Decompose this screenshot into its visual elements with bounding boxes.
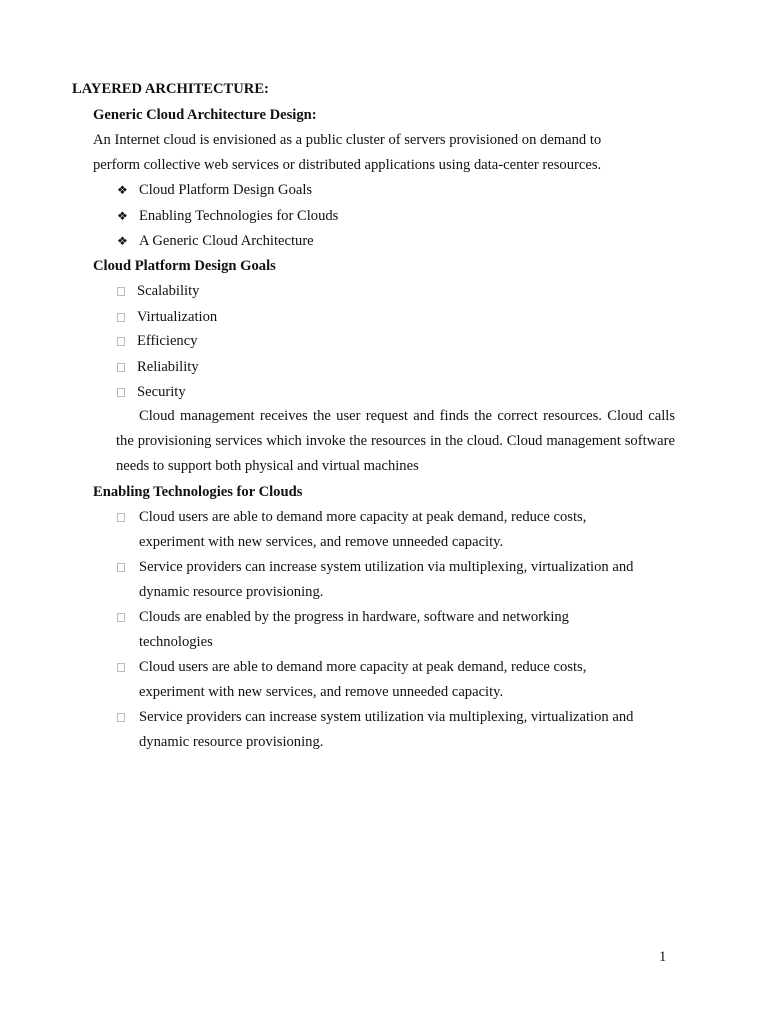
list-item-label: Cloud users are able to demand more capacity at peak demand, reduce costs, experiment with new services, and remove unneeded capacity. [139, 659, 587, 700]
square-bullet-icon [117, 287, 125, 296]
list-item-label: Cloud users are able to demand more capacity at peak demand, reduce costs, experiment with new services, and remove unneeded capacity. [139, 509, 587, 550]
list-item-label: Service providers can increase system utilization via multiplexing, virtualization and dynamic resource provisioning. [139, 709, 634, 750]
square-bullet-icon [117, 663, 125, 672]
diamond-bullet-icon: ❖ [117, 209, 128, 223]
list-item [117, 383, 186, 401]
section-enabling-title: Enabling Technologies for Clouds [93, 484, 303, 500]
list-item [117, 207, 338, 225]
list-item-label: Virtualization [137, 309, 218, 325]
square-bullet-icon [117, 613, 125, 622]
list-item [117, 505, 677, 555]
list-item-label: Cloud Platform Design Goals [139, 182, 313, 198]
diamond-bullet-icon: ❖ [117, 183, 128, 197]
management-paragraph [116, 404, 675, 479]
list-item [117, 181, 312, 199]
list-item [117, 655, 677, 705]
square-bullet-icon [117, 513, 125, 522]
square-bullet-icon [117, 313, 125, 322]
list-item [117, 358, 199, 376]
list-item-label: Service providers can increase system utilization via multiplexing, virtualization and dynamic resource provisioning. [139, 559, 634, 600]
section-design-goals-title: Cloud Platform Design Goals [93, 258, 276, 274]
list-item [117, 605, 677, 655]
diamond-bullet-icon: ❖ [117, 234, 128, 248]
square-bullet-icon [117, 337, 125, 346]
list-item [117, 555, 677, 605]
square-bullet-icon [117, 713, 125, 722]
square-bullet-icon [117, 563, 125, 572]
page-heading: LAYERED ARCHITECTURE: [72, 81, 269, 97]
management-paragraph-text: Cloud management receives the user request and finds the correct resources. Cloud calls the provisioning services which invoke the resources in the cloud. Cloud management software needs to support both physical and virtual machines [116, 408, 675, 474]
list-item-label: Reliability [137, 359, 199, 375]
square-bullet-icon [117, 388, 125, 397]
square-bullet-icon [117, 363, 125, 372]
list-item [117, 232, 314, 250]
list-item [117, 308, 217, 326]
section-generic-title: Generic Cloud Architecture Design: [93, 107, 317, 123]
page-number: 1 [659, 949, 667, 965]
list-item-label: A Generic Cloud Architecture [139, 233, 314, 249]
list-item-label: Efficiency [137, 333, 198, 349]
list-item-label: Enabling Technologies for Clouds [139, 208, 339, 224]
list-item [117, 332, 198, 350]
list-item-label: Security [137, 384, 186, 400]
intro-paragraph-line-2: perform collective web services or distributed applications using data-center resources. [93, 157, 602, 173]
intro-paragraph-line-1: An Internet cloud is envisioned as a public cluster of servers provisioned on demand to [93, 132, 602, 148]
list-item-label: Scalability [137, 283, 200, 299]
list-item-label: Clouds are enabled by the progress in hardware, software and networking technologies [139, 609, 569, 650]
list-item [117, 282, 199, 300]
list-item [117, 705, 677, 755]
